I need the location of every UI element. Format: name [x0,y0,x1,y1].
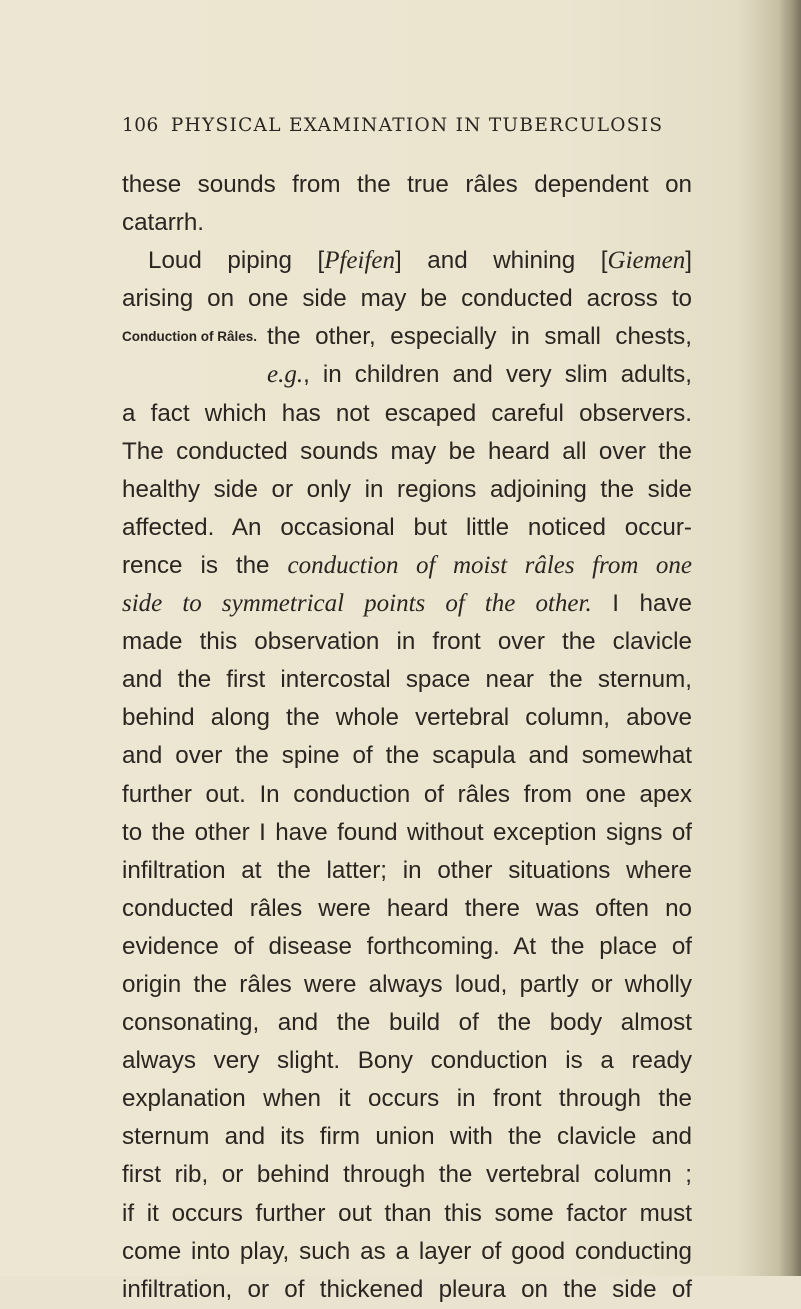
page-number: 106 [122,115,159,136]
text-line: behind along the whole vertebral column, above [122,704,692,732]
text-line: side to symmetrical points of the other. I have [122,590,692,618]
text-line: further out. In conduction of râles from one apex [122,780,692,808]
text-line: if it occurs further out than this some factor must [122,1199,692,1227]
text-line: sternum and its firm union with the clavicle and [122,1123,692,1151]
text-line: come into play, such as a layer of good conducting [122,1237,692,1265]
text-line: arising on one side may be conducted across to [122,285,692,313]
text-line: these sounds from the true râles dependent on [122,171,692,198]
text-line: affected. An occasional but little noticed occur- [122,513,692,541]
text-line: a fact which has not escaped careful observers. [122,399,692,427]
text-line: The conducted sounds may be heard all over the [122,437,692,465]
text-line: infiltration at the latter; in other situations where [122,856,692,884]
text-line: e.g., in children and very slim adults, [267,361,692,389]
text-line: rence is the conduction of moist râles from one [122,551,692,579]
text-line: explanation when it occurs in front through the [122,1085,692,1113]
text-line: and over the spine of the scapula and somewhat [122,742,692,770]
text-line: first rib, or behind through the vertebral column ; [122,1161,692,1189]
page-edge-shadow [779,0,801,1276]
text-line: consonating, and the build of the body almost [122,1009,692,1037]
text-line: always very slight. Bony conduction is a ready [122,1047,692,1075]
text-line: to the other I have found without exception signs of [122,818,692,846]
text-line: catarrh. [122,209,204,237]
text-line: made this observation in front over the clavicle [122,628,692,656]
text-line: and the first intercostal space near the sternum, [122,666,692,694]
text-line: Loud piping [Pfeifen] and whining [Giemen] [148,247,692,275]
margin-note: Conduction of Râles. [122,329,257,344]
text-line: origin the râles were always loud, partly or wholly [122,970,692,998]
text-line: conducted râles were heard there was often no [122,894,692,922]
text-line: evidence of disease forthcoming. At the place of [122,932,692,960]
running-header [122,115,722,136]
text-line: the other, especially in small chests, [267,323,692,351]
text-line: infiltration, or of thickened pleura on the side of [122,1275,692,1303]
body-text [122,166,692,1309]
running-title: PHYSICAL EXAMINATION IN TUBERCULOSIS [170,115,664,136]
text-line: healthy side or only in regions adjoining the side [122,475,692,503]
